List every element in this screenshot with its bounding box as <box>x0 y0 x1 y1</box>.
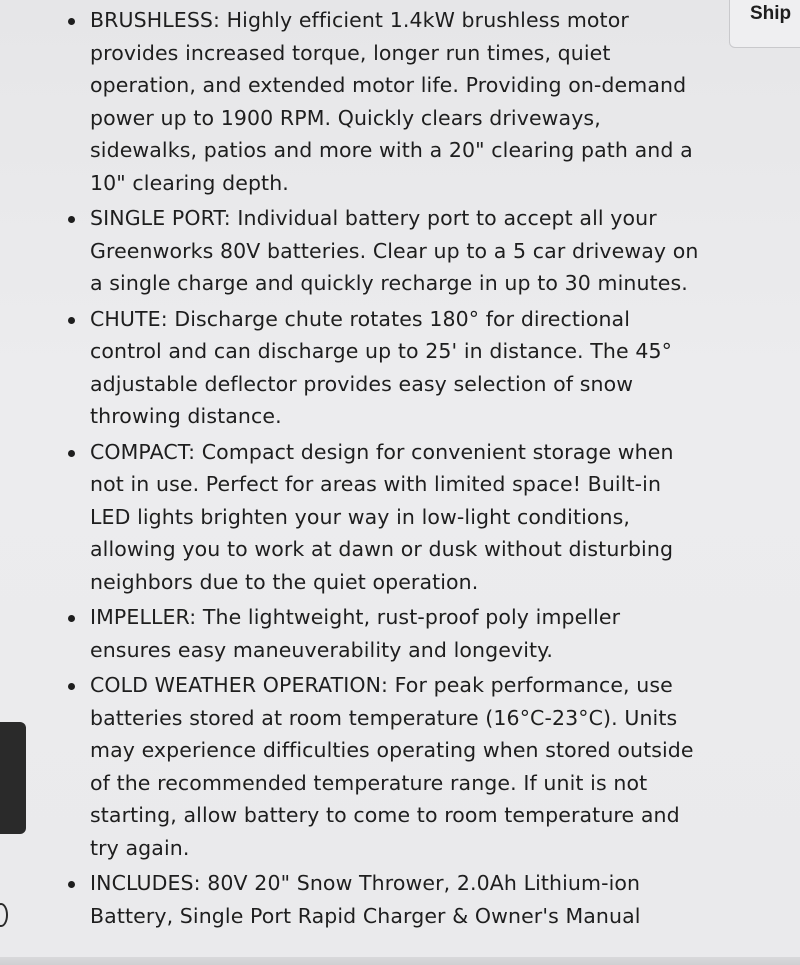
feature-bullet-list <box>66 4 706 935</box>
bullet-dot-icon <box>68 18 75 25</box>
ship-label: Ship <box>750 3 792 24</box>
bullet-dot-icon <box>68 450 75 457</box>
feature-bullet-includes <box>66 867 706 932</box>
feature-text: CHUTE: Discharge chute rotates 180° for directional control and can discharge up to 25' in distance. The 45° adjustable deflector provides easy selection of snow throwing distance. <box>90 306 672 428</box>
feature-text: COMPACT: Compact design for convenient storage when not in use. Perfect for areas with limited space! Built-in LED lights brighten your way in low-light conditions, allowing you to work at dawn or dusk without disturbing neighbors due to the quiet operation. <box>90 439 674 594</box>
bullet-dot-icon <box>68 881 75 888</box>
bullet-dot-icon <box>68 683 75 690</box>
feature-bullet-single-port <box>66 202 706 300</box>
feature-text: IMPELLER: The lightweight, rust-proof poly impeller ensures easy maneuverability and longevity. <box>90 605 621 662</box>
feature-bullet-chute <box>66 303 706 433</box>
feature-text: BRUSHLESS: Highly efficient 1.4kW brushless motor provides increased torque, longer run times, quiet operation, and extended motor life. Providing on-demand power up to 1900 RPM. Quickly clears driveways, sidewalks, patios and more with a 20" clearing path and a 10" clearing depth. <box>90 8 693 195</box>
page-bottom-edge <box>0 957 800 965</box>
feature-text: INCLUDES: 80V 20" Snow Thrower, 2.0Ah Lithium-ion Battery, Single Port Rapid Charger & Owner's Manual <box>90 871 641 928</box>
bullet-dot-icon <box>68 216 75 223</box>
bullet-dot-icon <box>68 615 75 622</box>
side-partial-icon <box>0 903 8 927</box>
feature-text: SINGLE PORT: Individual battery port to accept all your Greenworks 80V batteries. Clear up to a 5 car driveway on a single charge and quickly recharge in up to 30 minutes. <box>90 206 699 295</box>
feature-bullet-compact <box>66 436 706 599</box>
feature-bullet-cold-weather <box>66 669 706 864</box>
feature-text: COLD WEATHER OPERATION: For peak performance, use batteries stored at room temperature (16°C-23°C). Units may experience difficulties operating when stored outside of the recommended temperature range. If unit is not starting, allow battery to come to room temperature and try again. <box>90 673 694 860</box>
side-panel-tab[interactable] <box>0 722 26 834</box>
feature-bullet-brushless <box>66 4 706 199</box>
bullet-dot-icon <box>68 317 75 324</box>
feature-bullet-impeller <box>66 601 706 666</box>
